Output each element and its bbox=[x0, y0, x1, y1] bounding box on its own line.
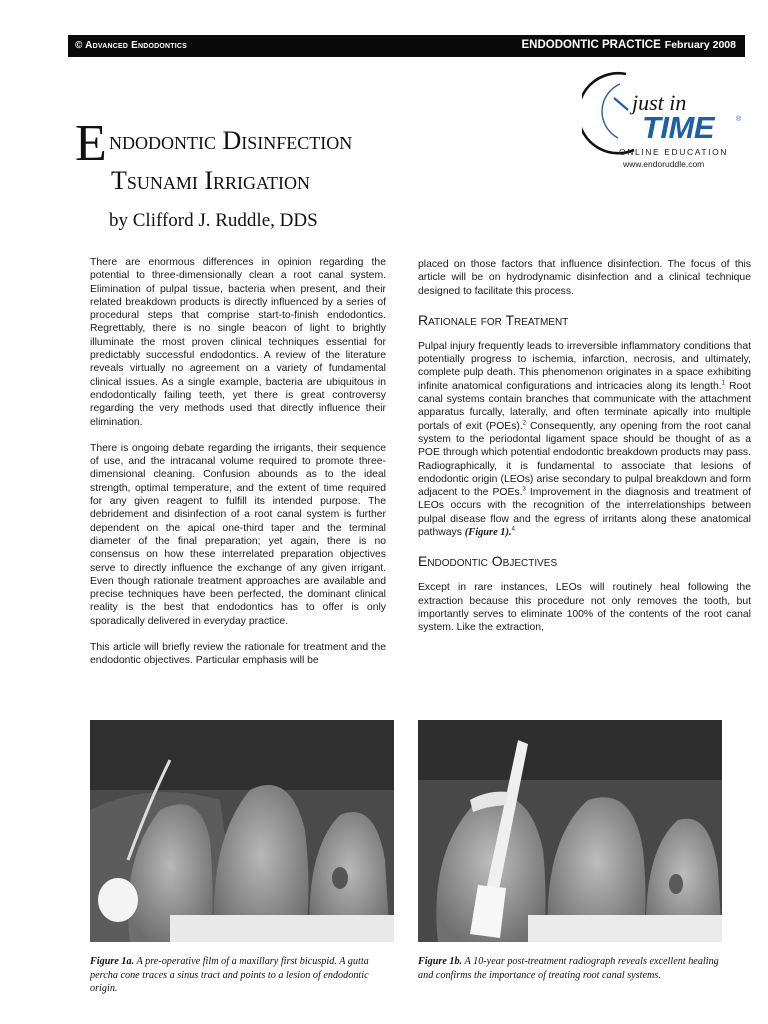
caption-text: A pre-operative film of a maxillary first bicuspid. A gutta percha cone traces a sinus tract and points to a lesion of endodontic origin. bbox=[90, 956, 369, 994]
paragraph: This article will briefly review the rationale for treatment and the endodontic objectives. Particular emphasis will be bbox=[90, 642, 386, 667]
text-run: Improvement in the diagnosis and treatment of LEOs occurs with the recognition of the interrelationships between pulpal disease flow and the egress of irritants along these anatomical pathways bbox=[418, 487, 751, 539]
title-line-1: ndodontic Disinfection bbox=[109, 126, 353, 155]
section-heading-objectives: Endodontic Objectives bbox=[418, 553, 558, 570]
copyright-label: © Advanced Endodontics bbox=[75, 40, 187, 51]
running-header-bar bbox=[68, 35, 745, 57]
journal-title: ENDODONTIC PRACTICE bbox=[521, 39, 661, 51]
figure-1b-caption bbox=[418, 955, 728, 982]
footnote-ref[interactable]: 4 bbox=[511, 526, 515, 533]
logo-online-education: ONLINE EDUCATION bbox=[619, 147, 729, 157]
logo-time: TIME bbox=[642, 110, 715, 145]
title-drop-initial: E bbox=[75, 115, 107, 172]
caption-label: Figure 1b. bbox=[418, 956, 463, 967]
paragraph: Except in rare instances, LEOs will routinely heal following the extraction because this procedure not only removes the tooth, but importantly serves to eliminate 100% of the contents of the root canal system. Like the extraction, bbox=[418, 582, 751, 634]
paragraph: There is ongoing debate regarding the irrigants, their sequence of use, and the intracanal volume required to promote three-dimensional cleaning. Confusion abounds as to the ideal strength, optimal temperature, and the extent of time required for any given reagent to fulfill its intended purpose. The debridement and disinfection of a root canal system is further dependent on the apical one-third taper and the terminal diameter of the final preparation; yet again, there is no consensus on how these interrelated preparation objectives serve to directly influence the exchange of any given irrigant. Even though rationale treatment approaches are available and precise techniques have been perfected, the dominant clinical reality is the best that endodontics has to offer is only sporadically delivered in everyday practice. bbox=[90, 442, 386, 627]
footnote-ref[interactable]: 1 bbox=[721, 380, 726, 387]
radiograph-figure-1b bbox=[418, 720, 722, 942]
text-run: Consequently, any opening from the root canal system to the periodontal ligament space should be thought of as a POE through which potential endodontic breakdown products may pass. Radiographically, it is fundamental to associate that lesions of endodontic origin (LEOs) arise secondary to pulpal breakdown and form adjacent to the POEs. bbox=[418, 420, 751, 499]
journal-info bbox=[522, 39, 737, 51]
caption-label: Figure 1a. bbox=[90, 956, 135, 967]
author-byline: by Clifford J. Ruddle, DDS bbox=[109, 210, 318, 231]
logo-just-in: just in bbox=[632, 90, 687, 115]
footnote-ref[interactable]: 2 bbox=[522, 420, 527, 427]
paragraph bbox=[418, 340, 751, 539]
just-in-time-logo[interactable] bbox=[582, 64, 750, 172]
text-run: Pulpal injury frequently leads to irreversible inflammatory conditions that potentially progress to ischemia, infarction, necrosis, and ultimately, complete pulp death. This phenomenon originates in a space exhibiting infinite anatomical configurations and intricacies along its length. bbox=[418, 340, 751, 392]
radiograph-figure-1a bbox=[90, 720, 394, 942]
figure-reference[interactable]: (Figure 1). bbox=[464, 527, 512, 539]
footnote-ref[interactable]: 3 bbox=[522, 486, 526, 493]
caption-text: A 10-year post-treatment radiograph reveals excellent healing and confirms the importance of treating root canal systems. bbox=[418, 956, 719, 981]
logo-url-link[interactable]: www.endoruddle.com bbox=[623, 159, 705, 169]
logo-registered-mark: ® bbox=[736, 116, 742, 123]
paragraph: There are enormous differences in opinion regarding the potential to three-dimensionally clean a root canal system. Elimination of pulpal tissue, bacteria when present, and their related breakdown products is directly influenced by a series of procedural steps that comprise start-to-finish endodontics. Regrettably, there is no single beacon of light to brightly illuminate the most proven clinical techniques essential for predictably successful endodontics. A review of the literature reveals virtually no agreement on a variety of fundamental clinical issues. As a single example, bacteria are ubiquitous in endodontically failing teeth, yet there is great controversy regarding the very methods used that directly influence their elimination. bbox=[90, 257, 386, 428]
figure-1a-caption bbox=[90, 955, 396, 996]
section-heading-rationale: Rationale for Treatment bbox=[418, 311, 569, 328]
title-line-2: Tsunami Irrigation bbox=[111, 166, 311, 195]
text-column-left bbox=[90, 256, 386, 681]
paragraph: placed on those factors that influence disinfection. The focus of this article will be on hydrodynamic disinfection and a clinical technique designed to facilitate this process. bbox=[418, 259, 751, 297]
text-run: Root canal systems contain branches that communicate with the attachment apparatus furcally, laterally, and often terminate apically into multiple portals of exit (POEs). bbox=[418, 380, 751, 432]
text-column-right bbox=[418, 258, 751, 635]
issue-date: February 2008 bbox=[664, 39, 736, 51]
